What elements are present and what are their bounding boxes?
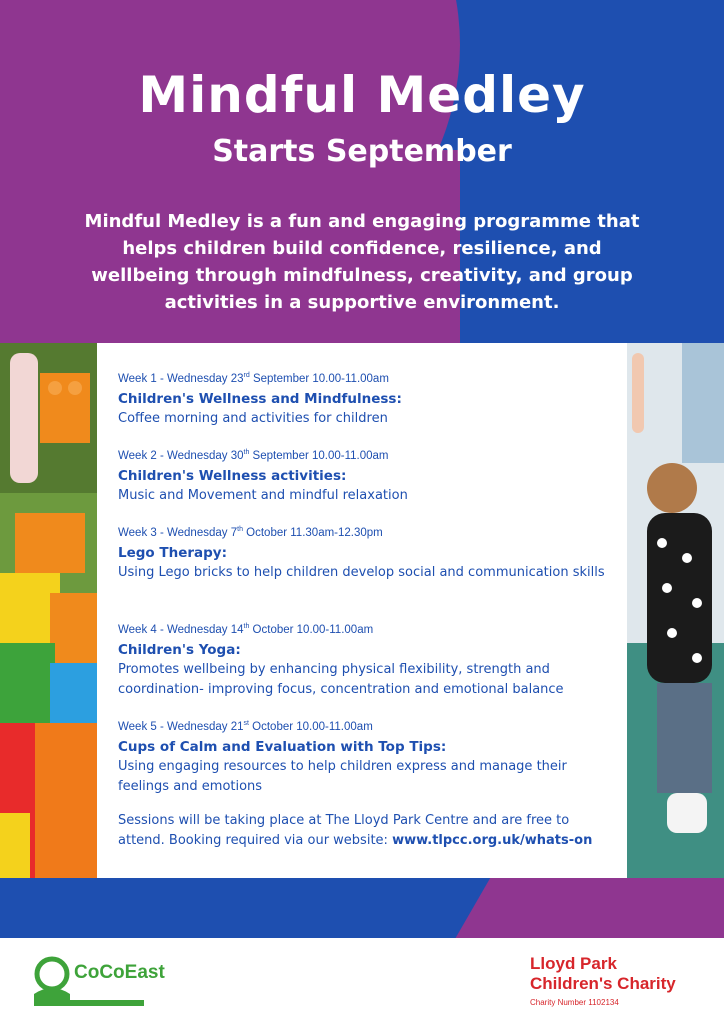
week-item xyxy=(118,369,618,429)
week-date xyxy=(118,717,618,734)
week-date xyxy=(118,620,618,637)
booking-note-text: Sessions will be taking place at The Lloyd Park Centre and are free to attend. Booking required via our website: xyxy=(118,813,570,848)
website-link[interactable]: www.tlpcc.org.uk/whats-on xyxy=(392,833,593,848)
week-item xyxy=(118,717,618,797)
week-date-prefix: Week 4 - Wednesday 14 xyxy=(118,623,244,636)
week-item xyxy=(118,523,618,583)
week-date-time: October 10.00-11.00am xyxy=(249,623,374,636)
logo-strip xyxy=(0,938,724,1024)
week-date xyxy=(118,523,618,540)
week-date-prefix: Week 2 - Wednesday 30 xyxy=(118,449,244,462)
week-description: Coffee morning and activities for children xyxy=(118,410,388,426)
week-date-prefix: Week 3 - Wednesday 7 xyxy=(118,526,238,539)
child-yoga-image xyxy=(627,343,724,878)
purple-shape xyxy=(444,878,724,938)
cocoeast-logo xyxy=(34,954,165,1006)
week-description: Using Lego bricks to help children develop social and communication skills xyxy=(118,564,605,580)
week-date-time: September 10.00-11.00am xyxy=(249,449,389,462)
page-title: Mindful Medley xyxy=(138,66,586,124)
week-date xyxy=(118,369,618,386)
week-date xyxy=(118,446,618,463)
booking-note xyxy=(118,811,618,851)
week-date-suffix-sup: th xyxy=(237,526,243,533)
bottom-band xyxy=(0,878,724,938)
week-title: Children's Wellness activities: xyxy=(118,467,347,484)
week-date-prefix: Week 5 - Wednesday 21 xyxy=(118,720,244,733)
lloyd-park-logo-line1: Lloyd Park xyxy=(530,954,617,973)
week-date-prefix: Week 1 - Wednesday 23 xyxy=(118,372,244,385)
week-date-time: September 10.00-11.00am xyxy=(249,372,389,385)
week-title: Children's Yoga: xyxy=(118,641,241,658)
week-date-suffix-sup: th xyxy=(243,623,250,630)
week-item xyxy=(118,446,618,506)
week-description: Using engaging resources to help children express and manage their feelings and emotions xyxy=(118,758,567,794)
page-subtitle: Starts September xyxy=(212,134,512,169)
week-title: Cups of Calm and Evaluation with Top Tips: xyxy=(118,738,447,755)
lloyd-park-logo-line2: Children's Charity xyxy=(530,974,676,993)
week-date-time: October 11.30am-12.30pm xyxy=(242,526,383,539)
week-item xyxy=(118,620,618,700)
lego-photo xyxy=(0,343,97,878)
week-date-suffix-sup: st xyxy=(243,720,249,727)
week-description: Music and Movement and mindful relaxation xyxy=(118,487,408,503)
week-description: Promotes wellbeing by enhancing physical flexibility, strength and coordination- improving focus, concentration and emotional balance xyxy=(118,661,564,697)
lego-blocks-image xyxy=(0,343,97,878)
header-banner xyxy=(0,0,724,343)
week-date-suffix-sup: th xyxy=(243,449,250,456)
week-date-suffix-sup: rd xyxy=(243,372,250,379)
charity-number: Charity Number 1102134 xyxy=(530,998,619,1007)
yoga-photo xyxy=(627,343,724,878)
schedule-card xyxy=(97,343,627,878)
week-date-time: October 10.00-11.00am xyxy=(248,720,373,733)
week-title: Lego Therapy: xyxy=(118,544,228,561)
cocoeast-text: CoCoEast xyxy=(74,962,165,983)
week-title: Children's Wellness and Mindfulness: xyxy=(118,390,402,407)
intro-text: Mindful Medley is a fun and engaging programme that helps children build confidence, resilience, and wellbeing through mindfulness, creativity, and group activities in a supportive environment. xyxy=(84,211,640,313)
